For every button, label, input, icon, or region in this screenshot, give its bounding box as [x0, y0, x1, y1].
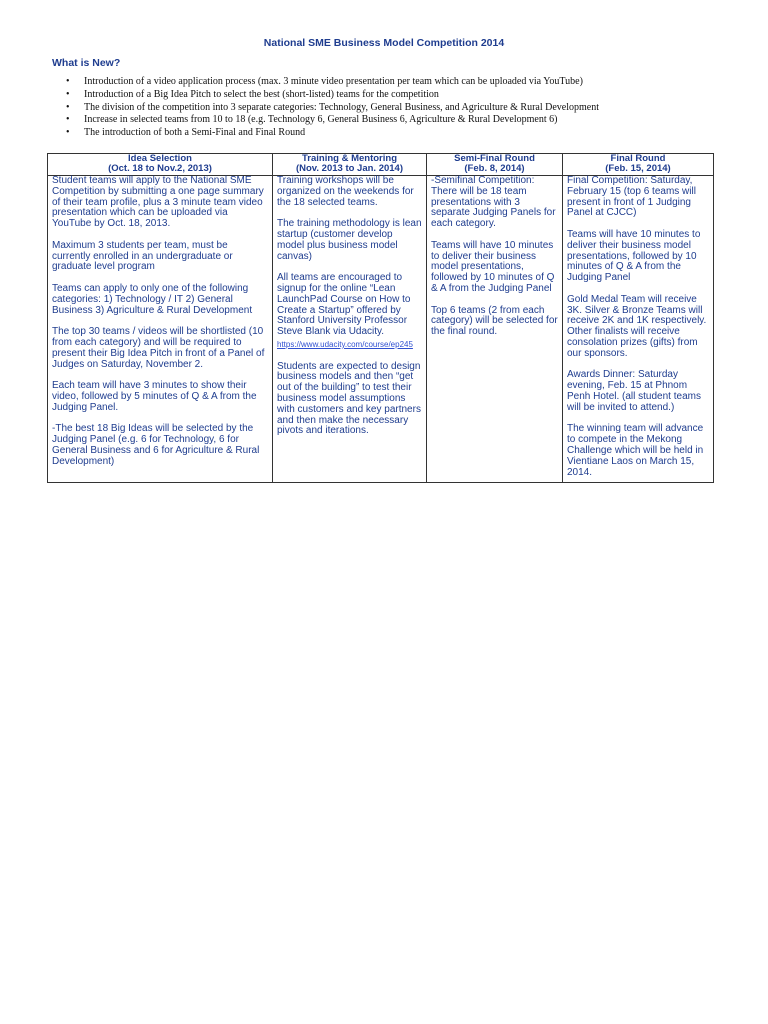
bullet-icon: • — [66, 127, 70, 139]
column-header-date: (Feb. 8, 2014) — [464, 163, 525, 174]
cell-idea-selection — [48, 176, 273, 483]
list-item-text: Introduction of a video application process (max. 3 minute video presentation per team which can be uploaded via YouTube) — [84, 76, 583, 87]
bullet-icon: • — [66, 101, 70, 113]
column-header-name: Final Round — [610, 153, 666, 164]
paragraph: Top 6 teams (2 from each category) will be selected for the final round. — [431, 304, 558, 338]
column-header-name: Semi-Final Round — [454, 153, 535, 164]
paragraph: Each team will have 3 minutes to show their video, followed by 5 minutes of Q & A from the Judging Panel. — [52, 380, 257, 413]
column-header-date: (Nov. 2013 to Jan. 2014) — [295, 163, 403, 174]
paragraph: Final Competition: Saturday, February 15 (top 6 teams will present in front of 1 Judging Panel at CJCC) — [567, 175, 696, 219]
whats-new-heading: What is New? — [52, 57, 121, 69]
column-header-date: (Feb. 15, 2014) — [605, 163, 671, 174]
udacity-course-link[interactable]: https://www.udacity.com/course/ep245 — [277, 339, 413, 349]
paragraph: Teams will have 10 minutes to deliver their business model presentations, followed by 10 minutes of Q & A from the Judging Panel — [567, 228, 701, 284]
cell-semi-final-round — [427, 176, 563, 483]
paragraph: Awards Dinner: Saturday evening, Feb. 15 at Phnom Penh Hotel. (all student teams will be invited to attend.) — [567, 369, 701, 413]
whats-new-list — [66, 76, 746, 140]
list-item-text: The introduction of both a Semi-Final and Final Round — [84, 127, 306, 139]
paragraph: All teams are encouraged to signup for the online “Lean LaunchPad Course on How to Create a Startup” offered by Stanford University Professor Steve Blank via Udacity. — [277, 272, 411, 338]
paragraph — [277, 340, 422, 351]
column-header-training-mentoring — [273, 154, 427, 176]
table-header-row — [48, 154, 714, 176]
paragraph: Maximum 3 students per team, must be currently enrolled in an undergraduate or graduate level program — [52, 239, 233, 273]
page-title: National SME Business Model Competition 2014 — [263, 37, 505, 49]
list-item — [66, 76, 746, 89]
list-item-text: The division of the competition into 3 separate categories: Technology, General Business, and Agriculture & Rural Development — [84, 101, 599, 113]
list-item — [66, 102, 746, 115]
column-header-name: Training & Mentoring — [302, 153, 397, 164]
bullet-icon: • — [66, 76, 70, 87]
cell-final-round — [563, 176, 714, 483]
paragraph: -Semifinal Competition: There will be 18 team presentations with 3 separate Judging Panels for each category. — [431, 175, 556, 230]
paragraph: Student teams will apply to the National SME Competition by submitting a one page summary of their team profile, plus a 3 minute team video presentation which can be uploaded via YouTube by Oct. 18, 2013. — [52, 175, 264, 230]
competition-schedule-table — [47, 153, 714, 483]
column-header-semi-final-round — [427, 154, 563, 176]
paragraph: The training methodology is lean startup (customer develop model plus business model canvas) — [277, 218, 422, 262]
column-header-idea-selection — [48, 154, 273, 176]
paragraph: The top 30 teams / videos will be shortlisted (10 from each category) and will be required to present their Big Idea Pitch in front of a Panel of Judges on Saturday, November 2. — [52, 326, 265, 370]
paragraph: -The best 18 Big Ideas will be selected by the Judging Panel (e.g. 6 for Technology, 6 for General Business and 6 for Agriculture & Rural Development) — [52, 423, 260, 467]
bullet-icon: • — [66, 114, 70, 126]
paragraph: Students are expected to design business models and then “get out of the building” to test their business model assumptions with customers and key partners and then make the necessary pivots and iterations. — [277, 360, 421, 437]
list-item — [66, 89, 746, 102]
paragraph: Gold Medal Team will receive 3K. Silver & Bronze Teams will receive 2K and 1K respectively. Other finalists will receive consolation prizes (gifts) from our sponsors. — [567, 293, 707, 359]
paragraph: Training workshops will be organized on the weekends for the 18 selected teams. — [277, 175, 414, 208]
column-header-name: Idea Selection — [128, 153, 192, 164]
column-header-final-round — [563, 154, 714, 176]
paragraph: The winning team will advance to compete in the Mekong Challenge which will be held in Vientiane Laos on March 15, 2014. — [567, 423, 704, 478]
table-row — [48, 176, 714, 483]
list-item-text: Introduction of a Big Idea Pitch to select the best (short-listed) teams for the competition — [84, 88, 439, 100]
cell-training-mentoring — [273, 176, 427, 483]
bullet-icon: • — [66, 88, 70, 100]
column-header-date: (Oct. 18 to Nov.2, 2013) — [108, 163, 212, 174]
list-item — [66, 127, 746, 140]
paragraph: Teams can apply to only one of the following categories: 1) Technology / IT 2) General Business 3) Agriculture & Rural Development — [52, 282, 253, 316]
paragraph: Teams will have 10 minutes to deliver their business model presentations, followed by 10 minutes of Q & A from the Judging Panel — [431, 239, 555, 294]
list-item-text: Increase in selected teams from 10 to 18 (e.g. Technology 6, General Business 6, Agriculture & Rural Development 6) — [84, 114, 558, 126]
list-item — [66, 114, 746, 127]
